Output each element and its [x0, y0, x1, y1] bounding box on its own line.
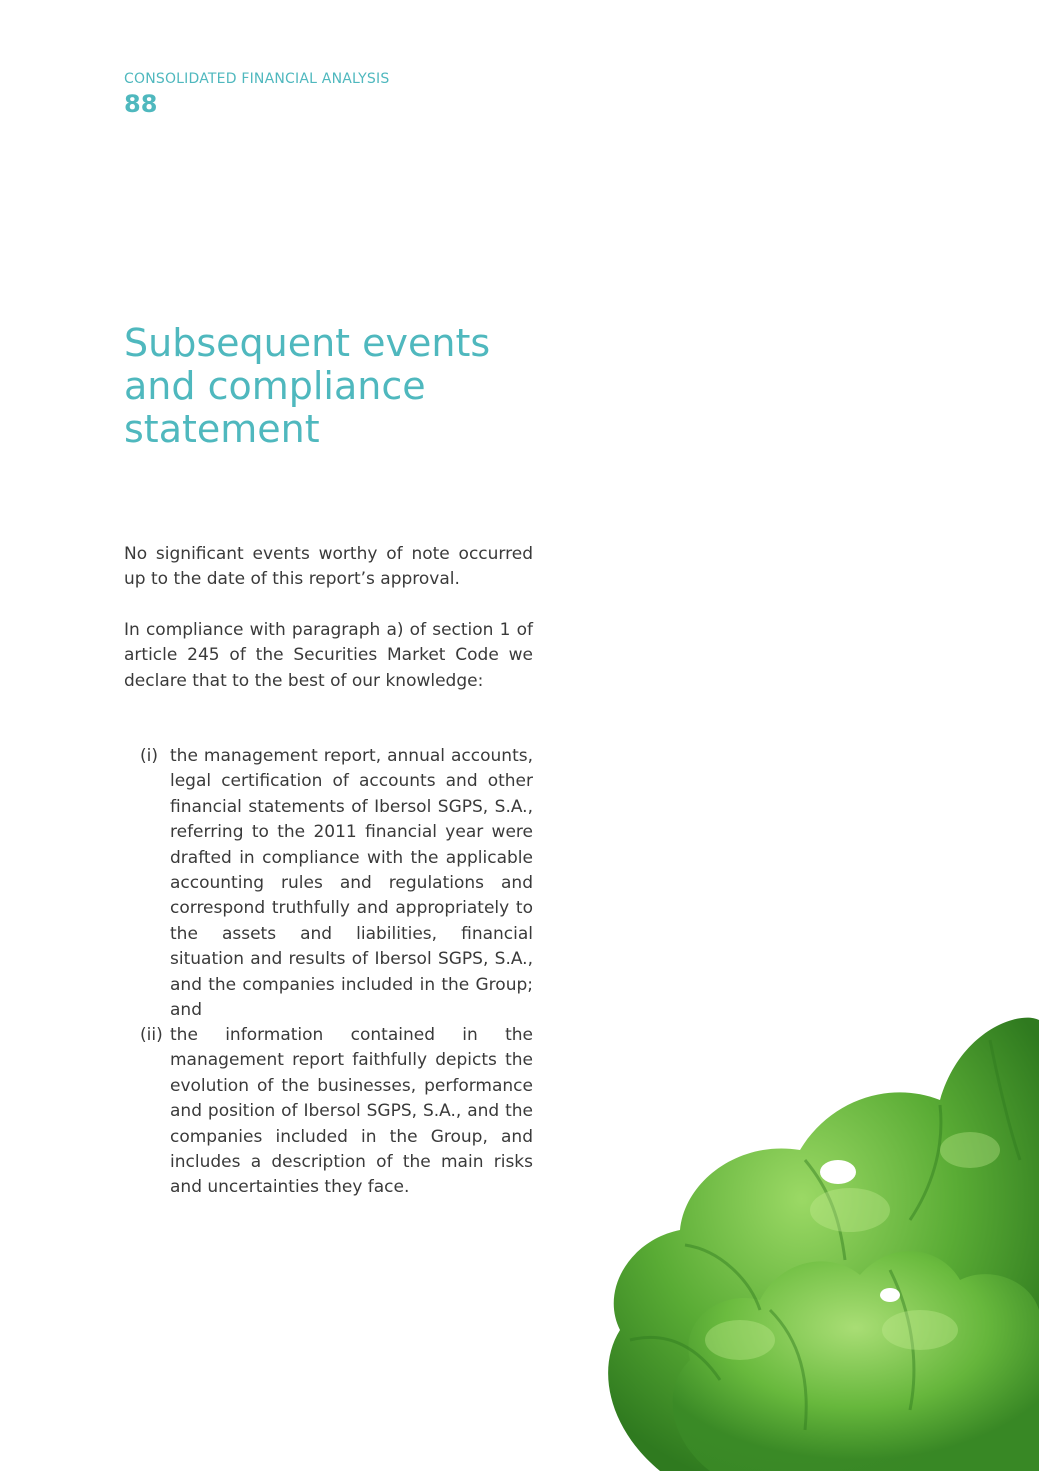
list-item-text: the management report, annual accounts, legal certification of accounts and other financial statements of Ibersol SGPS, S.A., referring to the 2011 financial year were drafted in compliance with the applicable accounting rules and regulations and correspond truthfully and appropriately to the assets and liabilities, financial situation and results of Ibersol SGPS, S.A., and the companies included in the Group; and [170, 746, 533, 1021]
list-item-text: the information contained in the management report faithfully depicts the evolution of the businesses, performance and position of Ibersol SGPS, S.A., and the companies included in the Group, and includes a description of the main risks and uncertainties they face. [170, 1025, 533, 1198]
list-item [140, 1023, 533, 1201]
paragraph-compliance: In compliance with paragraph a) of section 1 of article 245 of the Securities Market Code we declare that to the best of our knowledge: [124, 620, 533, 691]
page-number: 88 [124, 90, 158, 118]
list-item [140, 744, 533, 1023]
list-marker: (i) [140, 746, 158, 766]
title-line: statement [124, 407, 320, 451]
title-line: and compliance [124, 364, 426, 408]
title-line: Subsequent events [124, 321, 491, 365]
page-title [124, 322, 524, 451]
paragraph-events: No significant events worthy of note occurred up to the date of this report’s approval. [124, 544, 533, 590]
lettuce-illustration-icon [590, 1010, 1039, 1471]
section-label: CONSOLIDATED FINANCIAL ANALYSIS [124, 71, 390, 87]
list-marker: (ii) [140, 1025, 163, 1045]
